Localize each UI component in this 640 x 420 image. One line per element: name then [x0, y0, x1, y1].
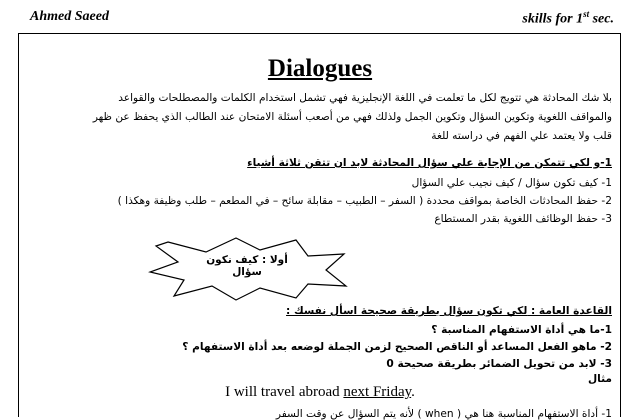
intro-line-3: قلب ولا يعتمد علي الفهم في دراسته للغة [431, 130, 612, 142]
cut-off-line: 1- أداة الاستفهام المناسبة هنا هي ( when ) لأنه يتم السؤال عن وقت السفر [275, 408, 612, 420]
course-suffix: sec. [589, 11, 614, 27]
author-name: Ahmed Saeed [30, 9, 109, 24]
section1-item-1: 1- كيف تكون سؤال / كيف نجيب علي السؤال [411, 177, 612, 189]
section2-heading [286, 305, 612, 317]
section1-heading: 1-و لكي تتمكن من الإجابة علي سؤال المحادثة لابد ان تتقن ثلاثة أشياء [247, 157, 612, 169]
starburst-label: أولا : كيف نكون سؤال [206, 254, 288, 278]
course-superscript: st [583, 9, 590, 19]
example-text-after: . [411, 384, 415, 400]
example-underlined-time: next Friday [343, 384, 412, 400]
section2-item-3: 3- لابد من تحويل الضمائر بطريقة صحيحة 0 [386, 358, 612, 370]
section2-heading-prefix: القاعدة العامة : [527, 305, 612, 317]
section2-item-2: 2- ماهو الفعل المساعد أو الناقص الصحيح لزمن الجملة لوضعه بعد أداة الاستفهام ؟ [182, 341, 612, 353]
example-sentence [0, 384, 640, 401]
section2-heading-rest: لكي تكون سؤال بطريقة صحيحة اسأل نفسك : [286, 305, 528, 317]
section2-item-1: 1-ما هي أداة الاستفهام المناسبة ؟ [431, 324, 612, 336]
example-label: مثال [587, 373, 612, 385]
page-title: Dialogues [267, 55, 373, 82]
section1-item-3: 3- حفظ الوظائف اللغوية بقدر المستطاع [434, 213, 612, 225]
example-text-before: I will travel abroad [225, 384, 344, 400]
intro-line-1: بلا شك المحادثة هي تتويج لكل ما تعلمت في اللغة الإنجليزية فهي تشمل استخدام الكلمات والمصطلحات والقواعد [118, 92, 612, 104]
section1-item-2: 2- حفظ المحادثات الخاصة بمواقف محددة ( السفر – الطبيب – مقابلة سائح – في المطعم – طلب وظيفة وهكذا ) [117, 195, 612, 207]
course-prefix: skills for 1 [522, 11, 584, 27]
course-label [522, 9, 614, 28]
intro-line-2: والمواقف اللغوية وتكوين السؤال وتكوين الجمل ولذلك فهي من أصعب أسئلة الامتحان عند الطالب الذي يحفظ عن ظهر [92, 111, 612, 123]
